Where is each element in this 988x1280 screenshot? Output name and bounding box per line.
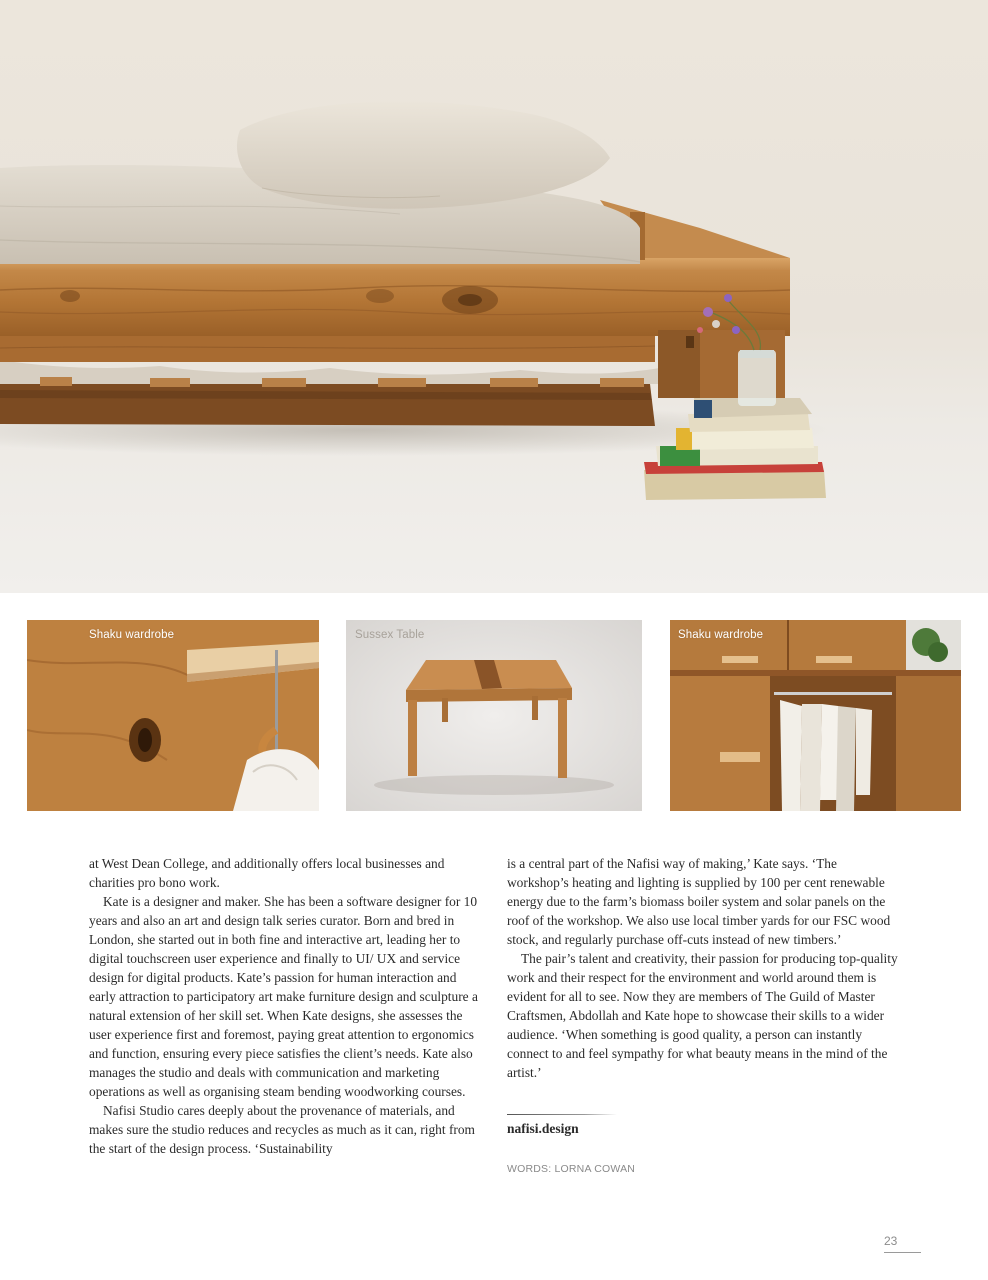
wardrobe-open-illustration [670,620,961,811]
thumbnail-caption: Shaku wardrobe [678,629,764,641]
thumbnail-caption: Sussex Table [355,629,425,641]
article-column-left [89,854,483,1158]
bed-illustration [0,0,988,593]
wardrobe-detail-illustration [27,620,319,811]
page-number: 23 [884,1234,898,1248]
thumbnail-shaku-wardrobe-detail [27,620,319,811]
paragraph: The pair’s talent and creativity, their passion for producing top-quality work and their respect for the environment and world around them is evident for all to see. Now they are members of The Guild of Master Craftsmen, Abdollah and Kate hope to showcase their skills to a wider audience. ‘When something is good quality, a person can instantly connect to and feel sympathy for what beauty means in the mind of the artist.’ [507,951,898,1080]
article-column-right [507,854,901,1082]
divider [507,1114,617,1115]
paragraph: at West Dean College, and additionally offers local businesses and charities pro bono work. [89,856,445,890]
thumbnail-sussex-table [346,620,642,811]
paragraph: Kate is a designer and maker. She has been a software designer for 10 years and also an art and design talk series curator. Born and bred in London, she started out in both fine and interactive art, leading her to digital touchscreen user experience and finally to UI/ UX and service design for digital products. Kate’s passion for human interaction and early attraction to participatory art make furniture design and sculpture a natural extension of her skill set. When Kate designs, she assesses the user experience first and foremost, paying great attention to ergonomics and function, ensuring every piece satisfies the client’s needs. Kate also manages the studio and deals with communication and marketing operations as well as organising steam bending woodworking courses. [89,894,478,1099]
table-illustration [346,620,642,811]
website-link[interactable]: nafisi.design [507,1121,579,1136]
author-credit: WORDS: LORNA COWAN [507,1163,636,1175]
page-number-underline [884,1252,921,1253]
thumbnail-shaku-wardrobe-open [670,620,961,811]
paragraph: Nafisi Studio cares deeply about the provenance of materials, and makes sure the studio reduces and recycles as much as it can, right from the start of the design process. ‘Sustainability [89,1103,475,1156]
thumbnail-caption: Shaku wardrobe [89,629,175,641]
hero-photo-bed [0,0,988,593]
paragraph: is a central part of the Nafisi way of making,’ Kate says. ‘The workshop’s heating and lighting is supplied by 100 per cent renewable energy due to the farm’s biomass boiler system and solar panels on the roof of the workshop. We also use local timber yards for our FSC wood stock, and regularly purchase off-cuts instead of new timbers.’ [507,856,891,947]
